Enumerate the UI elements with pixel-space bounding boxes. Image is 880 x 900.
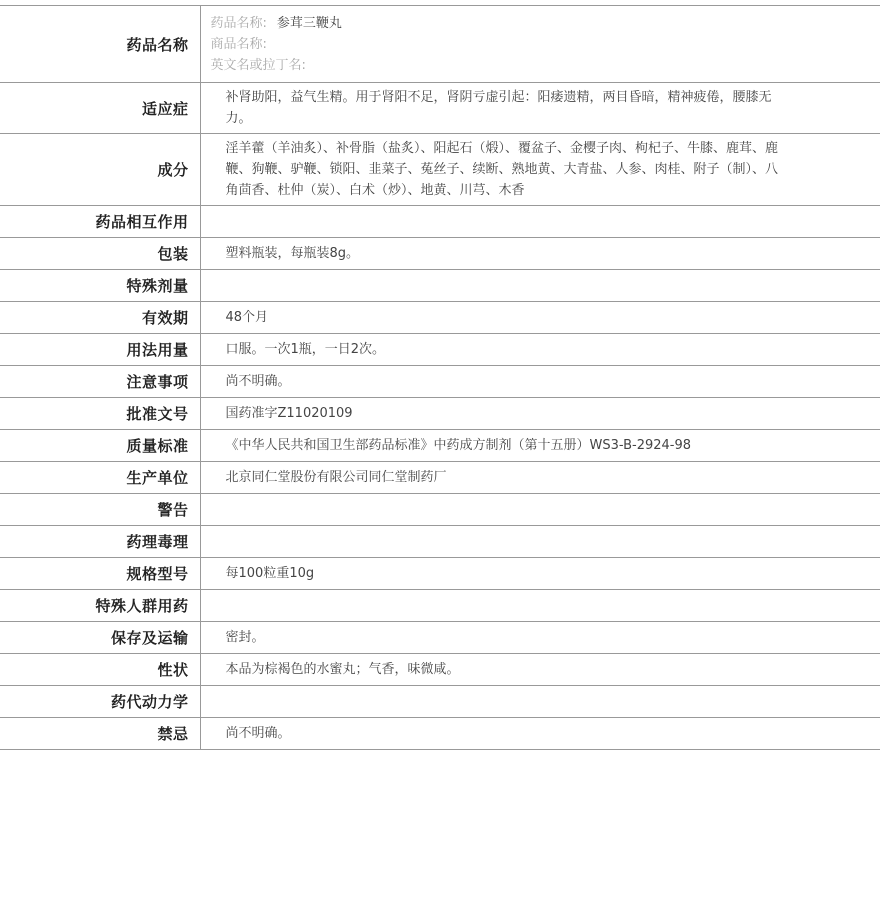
label-drug-name: 药品名称 [0,6,200,83]
row-contraindications [0,718,880,750]
row-packaging [0,238,880,270]
row-special-dosage [0,270,880,302]
value-special-dosage [200,270,880,302]
row-special-population [0,590,880,622]
label-usage: 用法用量 [0,334,200,366]
value-shelf-life: 48个月 [200,302,880,334]
label-storage: 保存及运输 [0,622,200,654]
value-precautions: 尚不明确。 [200,366,880,398]
english-name-key: 英文名或拉丁名: [210,57,306,73]
value-description: 本品为棕褐色的水蜜丸；气香，味微咸。 [200,654,880,686]
row-warning [0,494,880,526]
label-special-dosage: 特殊剂量 [0,270,200,302]
label-ingredients: 成分 [0,134,200,206]
drug-spec-table [0,5,880,750]
value-usage: 口服。一次1瓶，一日2次。 [200,334,880,366]
generic-name-key: 药品名称: [210,15,267,31]
value-pharmacokinetics [200,686,880,718]
row-pharmacology [0,526,880,558]
row-quality-standard [0,430,880,462]
label-special-population: 特殊人群用药 [0,590,200,622]
row-manufacturer [0,462,880,494]
label-interactions: 药品相互作用 [0,206,200,238]
value-specification: 每100粒重10g [200,558,880,590]
trade-name-key: 商品名称: [210,36,267,52]
label-contraindications: 禁忌 [0,718,200,750]
label-indications: 适应症 [0,83,200,134]
value-approval-no: 国药准字Z11020109 [200,398,880,430]
generic-name-value: 参茸三鞭丸 [276,15,342,31]
value-quality-standard: 《中华人民共和国卫生部药品标准》中药成方制剂（第十五册）WS3-B-2924-98 [200,430,880,462]
label-pharmacokinetics: 药代动力学 [0,686,200,718]
label-manufacturer: 生产单位 [0,462,200,494]
value-special-population [200,590,880,622]
value-pharmacology [200,526,880,558]
value-warning [200,494,880,526]
value-ingredients: 淫羊藿（羊油炙）、补骨脂（盐炙）、阳起石（煅）、覆盆子、金樱子肉、枸杞子、牛膝、鹿茸、鹿鞭、狗鞭、驴鞭、锁阳、韭菜子、菟丝子、续断、熟地黄、大青盐、人参、肉桂、附子（制）、八角茴香、杜仲（炭）、白术（炒）、地黄、川芎、木香 [200,134,880,206]
label-shelf-life: 有效期 [0,302,200,334]
label-description: 性状 [0,654,200,686]
label-precautions: 注意事项 [0,366,200,398]
generic-name-line [211,13,786,34]
row-storage [0,622,880,654]
english-name-line [211,55,786,76]
row-precautions [0,366,880,398]
row-indications [0,83,880,134]
value-manufacturer: 北京同仁堂股份有限公司同仁堂制药厂 [200,462,880,494]
row-drug-name [0,6,880,83]
row-description [0,654,880,686]
label-specification: 规格型号 [0,558,200,590]
value-contraindications: 尚不明确。 [200,718,880,750]
row-ingredients [0,134,880,206]
value-drug-name [200,6,880,83]
label-warning: 警告 [0,494,200,526]
value-packaging: 塑料瓶装，每瓶装8g。 [200,238,880,270]
row-usage [0,334,880,366]
row-shelf-life [0,302,880,334]
row-pharmacokinetics [0,686,880,718]
value-interactions [200,206,880,238]
row-interactions [0,206,880,238]
label-pharmacology: 药理毒理 [0,526,200,558]
label-packaging: 包装 [0,238,200,270]
row-approval-no [0,398,880,430]
label-quality-standard: 质量标准 [0,430,200,462]
value-indications: 补肾助阳，益气生精。用于肾阳不足，肾阴亏虚引起：阳痿遗精，两目昏暗，精神疲倦，腰膝无力。 [200,83,880,134]
trade-name-line [211,34,786,55]
row-specification [0,558,880,590]
label-approval-no: 批准文号 [0,398,200,430]
value-storage: 密封。 [200,622,880,654]
